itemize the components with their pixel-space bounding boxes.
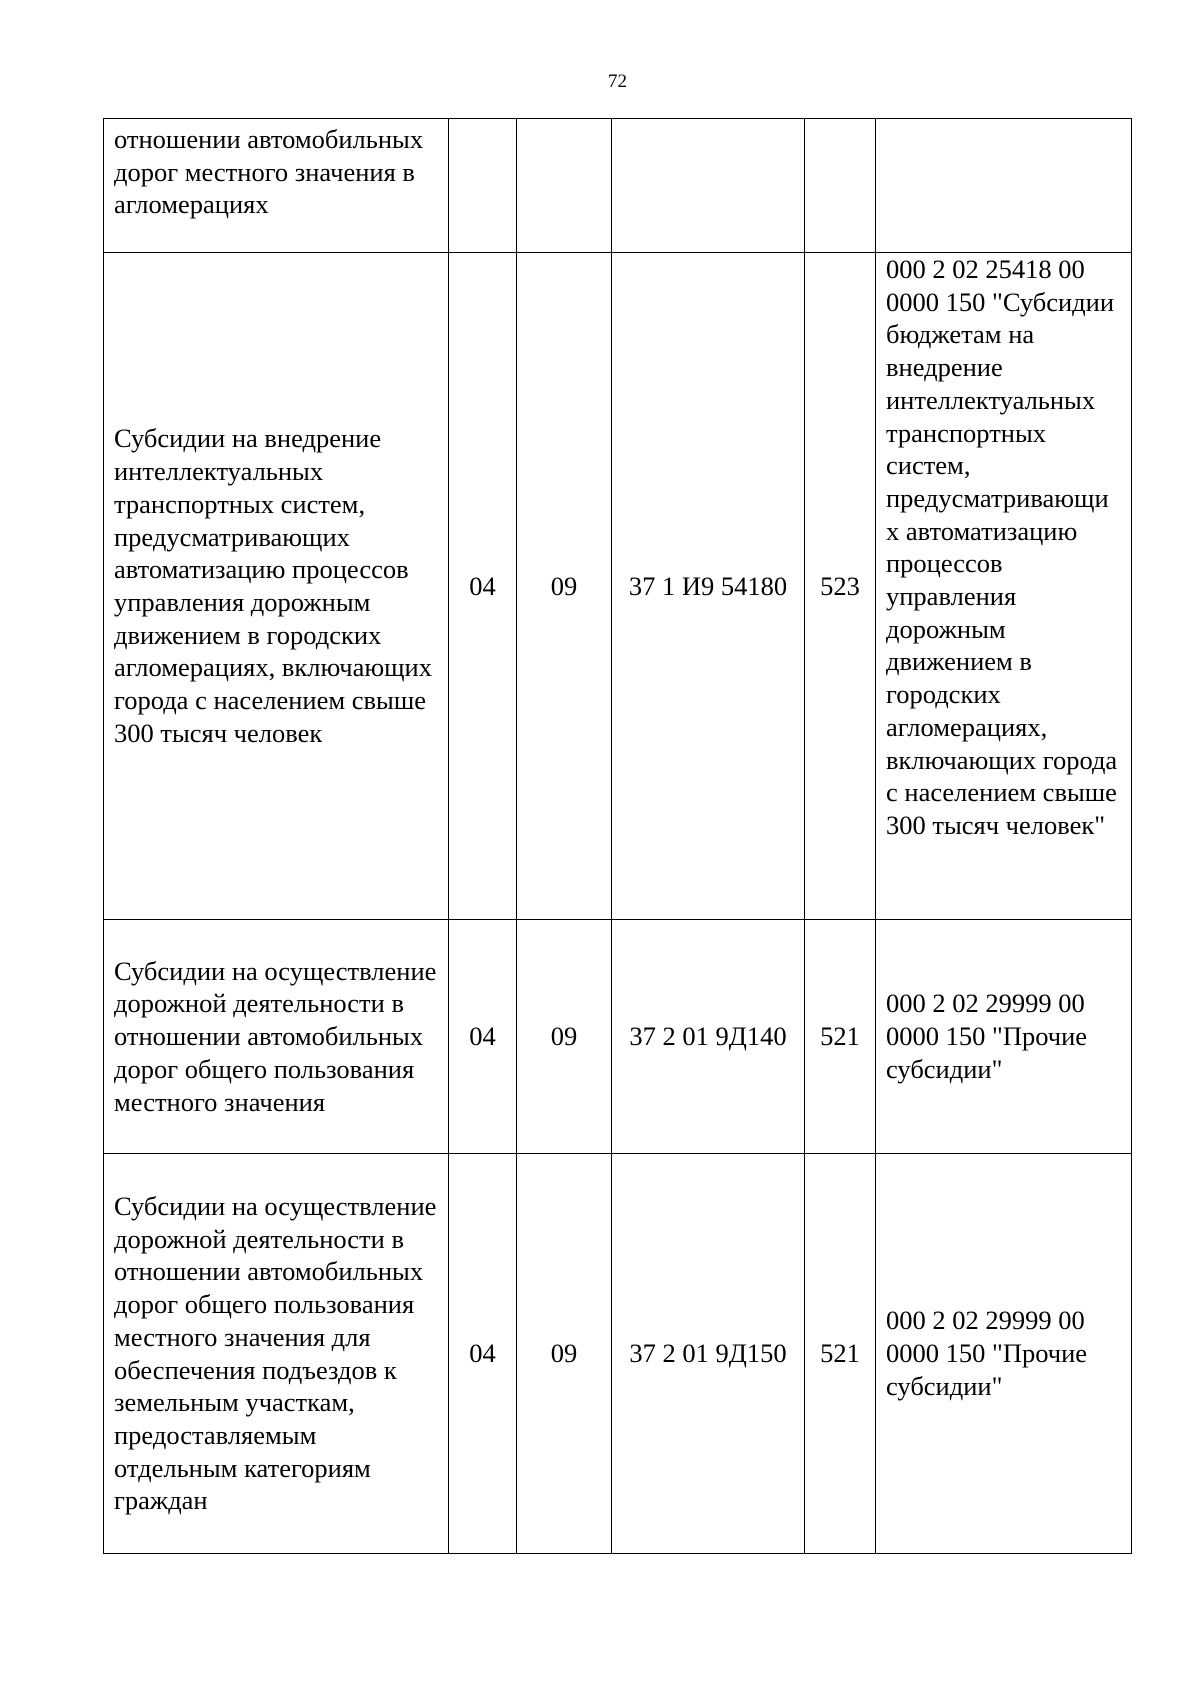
section-cell [449,119,517,253]
target-article-cell: 37 1 И9 54180 [612,253,805,920]
expense-type-cell: 521 [805,1154,876,1554]
section-cell: 04 [449,920,517,1154]
expense-name-cell: Субсидии на осуществление дорожной деятельности в отношении автомобильных дорог общего пользования местного значения [104,920,449,1154]
target-article-cell: 37 2 01 9Д150 [612,1154,805,1554]
expense-name-cell: отношении автомобильных дорог местного значения в агломерациях [104,119,449,253]
target-article-cell: 37 2 01 9Д140 [612,920,805,1154]
revenue-code-cell [876,119,1132,253]
table-row [104,1154,1132,1554]
expense-name-cell: Субсидии на внедрение интеллектуальных транспортных систем, предусматривающих автоматизацию процессов управления дорожным движением в городских агломерациях, включающих города с населением свыше 300 тысяч человек [104,253,449,920]
section-cell: 04 [449,1154,517,1554]
revenue-code-cell: 000 2 02 29999 00 0000 150 "Прочие субсидии" [876,920,1132,1154]
table-row [104,119,1132,253]
expense-type-cell [805,119,876,253]
expense-type-cell: 523 [805,253,876,920]
expense-type-cell: 521 [805,920,876,1154]
expense-name-cell: Субсидии на осуществление дорожной деятельности в отношении автомобильных дорог общего пользования местного значения для обеспечения подъездов к земельным участкам, предоставляемым отдельным категориям граждан [104,1154,449,1554]
section-cell: 04 [449,253,517,920]
revenue-code-cell: 000 2 02 29999 00 0000 150 "Прочие субсидии" [876,1154,1132,1554]
subsection-cell [517,119,612,253]
subsection-cell: 09 [517,920,612,1154]
subsection-cell: 09 [517,1154,612,1554]
table-row [104,920,1132,1154]
budget-table [103,118,1132,1554]
table-row [104,253,1132,920]
revenue-code-cell: 000 2 02 25418 00 0000 150 "Субсидии бюджетам на внедрение интеллектуальных транспортных систем, предусматривающи х автоматизацию процессов управления дорожным движением в городских агломерациях, включающих города с населением свыше 300 тысяч человек" [876,253,1132,920]
page-number: 72 [608,71,627,92]
target-article-cell [612,119,805,253]
subsection-cell: 09 [517,253,612,920]
